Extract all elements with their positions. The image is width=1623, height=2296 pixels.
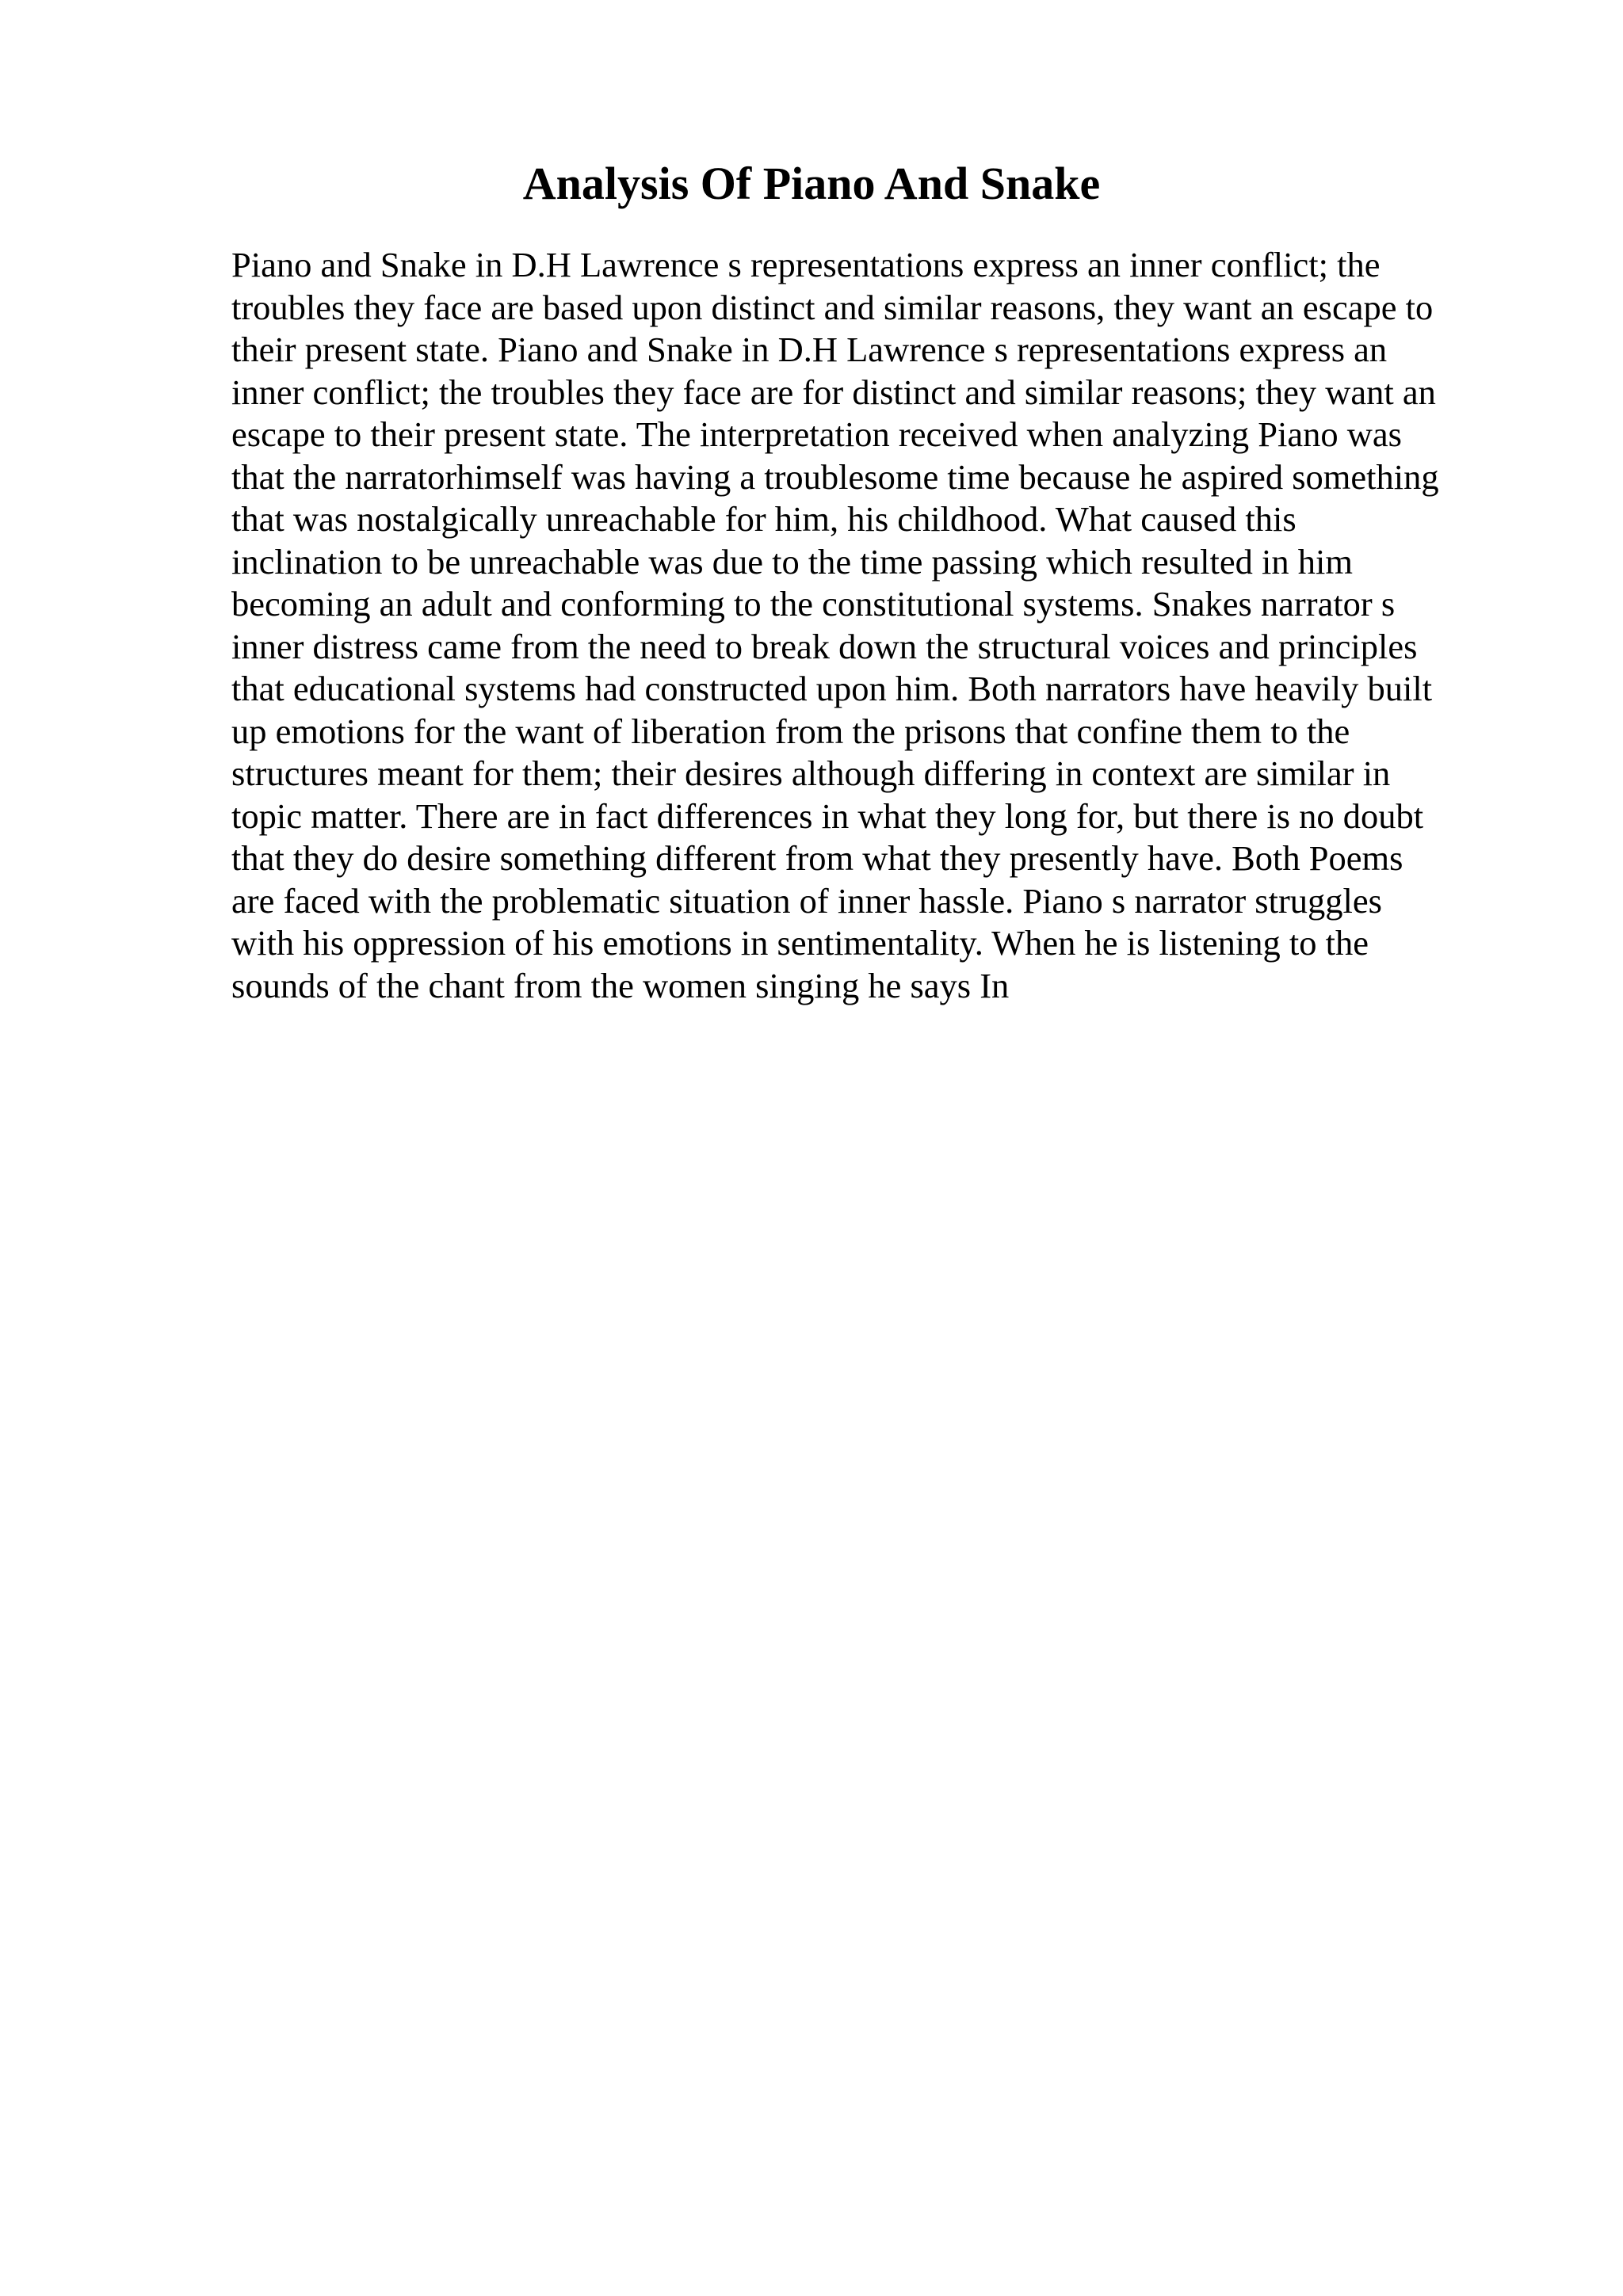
body-line: sounds of the chant from the women singing he says In xyxy=(231,965,1010,1005)
body-line: Piano and Snake in D.H Lawrence s representations express an inner conflict; the xyxy=(231,245,1381,284)
body-line: up emotions for the want of liberation from the prisons that confine them to the xyxy=(231,711,1350,751)
body-line: inner conflict; the troubles they face are for distinct and similar reasons; they want an xyxy=(231,372,1436,412)
document-title: Analysis Of Piano And Snake xyxy=(522,158,1101,209)
body-line: that educational systems had constructed upon him. Both narrators have heavily built xyxy=(231,669,1433,708)
body-line: with his oppression of his emotions in sentimentality. When he is listening to the xyxy=(231,923,1369,963)
body-line: topic matter. There are in fact differences in what they long for, but there is no doubt xyxy=(231,795,1424,836)
body-line: inclination to be unreachable was due to the time passing which resulted in him xyxy=(231,541,1353,582)
body-line: are faced with the problematic situation of inner hassle. Piano s narrator struggles xyxy=(231,880,1382,921)
body-line: that the narratorhimself was having a troublesome time because he aspired something xyxy=(231,456,1439,497)
body-line: structures meant for them; their desires although differing in context are similar in xyxy=(231,753,1391,793)
body-line: becoming an adult and conforming to the constitutional systems. Snakes narrator s xyxy=(231,584,1396,624)
body-line: troubles they face are based upon distinct and similar reasons, they want an escape to xyxy=(231,287,1434,327)
body-line: that was nostalgically unreachable for him, his childhood. What caused this xyxy=(231,499,1296,539)
body-line: inner distress came from the need to break down the structural voices and principles xyxy=(231,626,1418,666)
body-line: that they do desire something different from what they presently have. Both Poems xyxy=(231,838,1403,878)
document-body xyxy=(231,244,1499,1007)
body-line: their present state. Piano and Snake in D.H Lawrence s representations express an xyxy=(231,330,1388,369)
body-line: escape to their present state. The interpretation received when analyzing Piano was xyxy=(231,414,1402,454)
